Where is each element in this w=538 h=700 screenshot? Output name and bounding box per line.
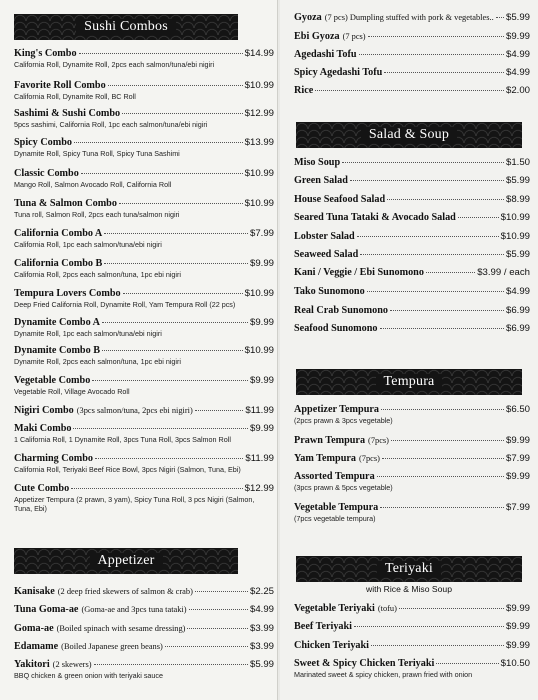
item-price: $10.99 — [244, 168, 274, 179]
item-name: Vegetable Tempura — [294, 502, 379, 513]
item-name: Kanisake — [14, 586, 55, 597]
item-description: California Roll, Dynamite Roll, 2pcs each salmon/tuna/ebi nigiri — [14, 60, 215, 69]
dot-leader — [123, 293, 243, 294]
item-price: $3.99 — [249, 623, 274, 634]
item-name: Yam Tempura — [294, 453, 356, 464]
item-price: $4.99 — [505, 286, 530, 297]
item-name: Green Salad — [294, 175, 348, 186]
item-price: $4.99 — [505, 49, 530, 60]
item-note: (2 deep fried skewers of salmon & crab) — [57, 587, 193, 596]
dot-leader — [382, 458, 504, 459]
dot-leader — [189, 609, 248, 610]
menu-item-row — [14, 641, 274, 653]
item-price: $9.99 — [505, 31, 530, 42]
item-name: Beef Teriyaki — [294, 621, 353, 632]
dot-leader — [359, 54, 504, 55]
menu-item — [14, 80, 274, 101]
dot-leader — [102, 350, 243, 351]
item-name: Nigiri Combo — [14, 405, 74, 416]
item-name: Spicy Combo — [14, 137, 73, 148]
menu-item — [294, 212, 530, 224]
item-name: King's Combo — [14, 48, 77, 59]
tempura-header: Tempura — [296, 369, 522, 395]
item-price: $14.99 — [244, 48, 274, 59]
item-name: California Combo A — [14, 228, 103, 239]
menu-item-row — [294, 267, 530, 279]
teriyaki-header: Teriyaki — [296, 556, 522, 582]
dot-leader — [71, 488, 242, 489]
item-price: $9.99 — [505, 640, 530, 651]
menu-item-row — [294, 12, 530, 24]
item-name: Yakitori — [14, 659, 50, 670]
menu-item — [14, 423, 274, 444]
dot-leader — [496, 17, 504, 18]
dot-leader — [74, 142, 243, 143]
menu-item-row — [294, 453, 530, 465]
item-price: $9.99 — [249, 317, 274, 328]
item-price: $7.99 — [249, 228, 274, 239]
item-price: $5.99 — [505, 12, 530, 23]
item-name: California Combo B — [14, 258, 103, 269]
item-name: Assorted Tempura — [294, 471, 375, 482]
item-note: (Goma-ae and 3pcs tuna tataki) — [81, 605, 187, 614]
item-description: (3pcs prawn & 5pcs vegetable) — [294, 483, 393, 492]
menu-item-row — [294, 231, 530, 243]
menu-item — [294, 603, 530, 615]
menu-item-row — [14, 375, 274, 387]
item-price: $6.99 — [505, 323, 530, 334]
menu-item — [14, 604, 274, 616]
item-name: Ebi Gyoza — [294, 31, 340, 42]
item-description: California Roll, 1pc each salmon/tuna/ebi nigiri — [14, 240, 162, 249]
item-price: $7.99 — [505, 502, 530, 513]
menu-item — [294, 67, 530, 79]
dot-leader — [104, 233, 248, 234]
menu-item — [294, 231, 530, 243]
item-name: Vegetable Teriyaki — [294, 603, 375, 614]
item-price: $7.99 — [505, 453, 530, 464]
dot-leader — [380, 507, 504, 508]
menu-item-row — [14, 317, 274, 329]
item-price: $9.99 — [505, 435, 530, 446]
item-name: Classic Combo — [14, 168, 79, 179]
item-note: (tofu) — [377, 604, 397, 613]
item-price: $5.99 — [505, 249, 530, 260]
item-name: Prawn Tempura — [294, 435, 366, 446]
menu-item — [294, 157, 530, 169]
item-name: Tuna Goma-ae — [14, 604, 79, 615]
dot-leader — [95, 458, 243, 459]
menu-item — [294, 305, 530, 317]
dot-leader — [92, 380, 248, 381]
item-description: Tuna roll, Salmon Roll, 2pcs each tuna/salmon nigiri — [14, 210, 180, 219]
dot-leader — [384, 72, 504, 73]
menu-item — [14, 623, 274, 635]
menu-item — [14, 168, 274, 189]
item-description: Appetizer Tempura (2 prawn, 3 yam), Spicy Tuna Roll, 3 pcs Nigiri (Salmon, Tuna, Ebi) — [14, 495, 255, 513]
menu-item-row — [294, 157, 530, 169]
item-name: Goma-ae — [14, 623, 54, 634]
item-name: Tako Sunomono — [294, 286, 365, 297]
menu-item-row — [294, 502, 530, 514]
item-description: (2pcs prawn & 3pcs vegetable) — [294, 416, 393, 425]
menu-item — [14, 288, 274, 309]
item-description: Dynamite Roll, 1pc each salmon/tuna/ebi nigiri — [14, 329, 162, 338]
menu-item — [14, 659, 274, 680]
item-price: $9.99 — [249, 375, 274, 386]
menu-item-row — [294, 640, 530, 652]
dot-leader — [94, 664, 248, 665]
dot-leader — [377, 476, 504, 477]
item-price: $9.99 — [249, 423, 274, 434]
dot-leader — [380, 328, 504, 329]
item-name: Kani / Veggie / Ebi Sunomono — [294, 267, 424, 278]
item-price: $10.99 — [244, 345, 274, 356]
menu-item — [14, 405, 274, 417]
dot-leader — [108, 85, 243, 86]
dot-leader — [315, 90, 504, 91]
menu-item-row — [14, 137, 274, 149]
menu-item — [14, 258, 274, 279]
item-name: Seared Tuna Tataki & Avocado Salad — [294, 212, 456, 223]
item-price: $9.99 — [505, 621, 530, 632]
menu-item-row — [294, 194, 530, 206]
item-price: $10.99 — [500, 212, 530, 223]
dot-leader — [104, 263, 248, 264]
item-note: (7pcs) — [358, 454, 380, 463]
item-price: $4.99 — [249, 604, 274, 615]
item-description: Dynamite Roll, 2pcs each salmon/tuna, 1pc ebi nigiri — [14, 357, 181, 366]
dot-leader — [354, 626, 504, 627]
dot-leader — [399, 608, 504, 609]
menu-item — [294, 621, 530, 633]
item-description: BBQ chicken & green onion with teriyaki sauce — [14, 671, 164, 680]
item-price: $9.99 — [505, 471, 530, 482]
menu-item — [294, 640, 530, 652]
menu-item — [294, 249, 530, 261]
menu-item — [294, 286, 530, 298]
item-name: Real Crab Sunomono — [294, 305, 388, 316]
dot-leader — [391, 440, 504, 441]
menu-item-row — [294, 603, 530, 615]
menu-item-row — [294, 249, 530, 261]
dot-leader — [387, 199, 504, 200]
item-description: Deep Fried California Roll, Dynamite Roll, Yam Tempura Roll (22 pcs) — [14, 300, 236, 309]
item-price: $3.99 / each — [477, 267, 530, 278]
item-name: Sweet & Spicy Chicken Teriyaki — [294, 658, 435, 669]
item-note: (7 pcs) — [342, 32, 366, 41]
dot-leader — [381, 409, 504, 410]
sushi-combos-header: Sushi Combos — [14, 14, 238, 40]
menu-item — [14, 453, 274, 474]
menu-item — [294, 435, 530, 447]
item-name: Agedashi Tofu — [294, 49, 357, 60]
dot-leader — [195, 410, 244, 411]
menu-item-row — [14, 80, 274, 92]
item-description: Mango Roll, Salmon Avocado Roll, California Roll — [14, 180, 172, 189]
menu-item — [294, 502, 530, 523]
menu-item-row — [294, 323, 530, 335]
item-name: Cute Combo — [14, 483, 70, 494]
item-price: $10.99 — [244, 198, 274, 209]
menu-item — [14, 375, 274, 396]
menu-item — [14, 228, 274, 249]
item-name: Charming Combo — [14, 453, 93, 464]
item-note: (3pcs salmon/tuna, 2pcs ebi nigiri) — [76, 406, 193, 415]
teriyaki-subtitle: with Rice & Miso Soup — [366, 584, 452, 594]
item-price: $11.99 — [245, 405, 274, 416]
menu-item-row — [14, 586, 274, 598]
item-name: Spicy Agedashi Tofu — [294, 67, 383, 78]
item-name: Gyoza — [294, 12, 322, 23]
menu-item — [14, 137, 274, 158]
menu-item-row — [294, 85, 530, 97]
menu-item — [294, 175, 530, 187]
dot-leader — [187, 628, 248, 629]
item-name: Sashimi & Sushi Combo — [14, 108, 121, 119]
menu-item-row — [294, 286, 530, 298]
item-name: Vegetable Combo — [14, 375, 91, 386]
item-price: $10.50 — [500, 658, 530, 669]
dot-leader — [357, 236, 499, 237]
menu-item — [294, 471, 530, 492]
item-price: $1.50 — [505, 157, 530, 168]
menu-item-row — [14, 604, 274, 616]
dot-leader — [119, 203, 243, 204]
item-price: $9.99 — [249, 258, 274, 269]
menu-item-row — [14, 453, 274, 465]
menu-item-row — [14, 659, 274, 671]
item-price: $12.99 — [244, 483, 274, 494]
dot-leader — [360, 254, 504, 255]
item-name: Seaweed Salad — [294, 249, 359, 260]
dot-leader — [342, 162, 504, 163]
right-column — [280, 0, 538, 700]
item-price: $2.25 — [249, 586, 274, 597]
item-name: Tuna & Salmon Combo — [14, 198, 117, 209]
menu-item-row — [294, 305, 530, 317]
menu-item-row — [294, 212, 530, 224]
menu-item-row — [294, 175, 530, 187]
menu-item-row — [14, 258, 274, 270]
appetizer-header: Appetizer — [14, 548, 238, 574]
menu-item — [14, 48, 274, 69]
menu-item — [14, 586, 274, 598]
dot-leader — [368, 36, 504, 37]
menu-item — [294, 194, 530, 206]
dot-leader — [165, 646, 248, 647]
menu-item-row — [294, 31, 530, 43]
menu-item — [14, 345, 274, 366]
item-price: $5.99 — [249, 659, 274, 670]
menu-item — [294, 453, 530, 465]
salad-soup-header: Salad & Soup — [296, 122, 522, 148]
item-price: $11.99 — [245, 453, 274, 464]
menu-item-row — [14, 288, 274, 300]
menu-item — [294, 49, 530, 61]
menu-item — [294, 404, 530, 425]
item-name: Rice — [294, 85, 314, 96]
item-note: (2 skewers) — [52, 660, 92, 669]
item-note: (Boiled Japanese green beans) — [61, 642, 163, 651]
item-description: California Roll, Teriyaki Beef Rice Bowl, 3pcs Nigiri (Salmon, Tuna, Ebi) — [14, 465, 241, 474]
item-price: $5.99 — [505, 175, 530, 186]
item-name: House Seafood Salad — [294, 194, 386, 205]
item-price: $2.00 — [505, 85, 530, 96]
item-name: Edamame — [14, 641, 59, 652]
dot-leader — [367, 291, 504, 292]
item-note: (7 pcs) Dumpling stuffed with pork & vegetables.. — [324, 13, 494, 22]
menu-item-row — [14, 483, 274, 495]
item-note: (Boiled spinach with sesame dressing) — [56, 624, 186, 633]
item-description: Marinated sweet & spicy chicken, prawn fried with onion — [294, 670, 473, 679]
item-price: $6.99 — [505, 305, 530, 316]
dot-leader — [122, 113, 243, 114]
dot-leader — [195, 591, 248, 592]
menu-item-row — [14, 48, 274, 60]
item-name: Seafood Sunomono — [294, 323, 378, 334]
menu-item-row — [294, 435, 530, 447]
dot-leader — [426, 272, 475, 273]
menu-item-row — [294, 621, 530, 633]
menu-item-row — [294, 471, 530, 483]
menu-item-row — [14, 345, 274, 357]
item-price: $12.99 — [244, 108, 274, 119]
dot-leader — [458, 217, 499, 218]
item-price: $10.99 — [244, 288, 274, 299]
menu-item — [14, 198, 274, 219]
item-name: Dynamite Combo A — [14, 317, 101, 328]
item-price: $4.99 — [505, 67, 530, 78]
menu-item — [294, 267, 530, 279]
menu-item — [14, 317, 274, 338]
item-note: (7pcs) — [368, 436, 389, 445]
menu-item-row — [294, 49, 530, 61]
dot-leader — [79, 53, 243, 54]
menu-item — [294, 31, 530, 43]
dot-leader — [371, 645, 504, 646]
item-name: Favorite Roll Combo — [14, 80, 106, 91]
item-description: Vegetable Roll, Village Avocado Roll — [14, 387, 130, 396]
dot-leader — [390, 310, 504, 311]
menu-item-row — [14, 198, 274, 210]
item-name: Dynamite Combo B — [14, 345, 101, 356]
menu-item — [294, 658, 530, 679]
item-name: Appetizer Tempura — [294, 404, 379, 415]
item-price: $10.99 — [244, 80, 274, 91]
dot-leader — [436, 663, 498, 664]
item-price: $10.99 — [500, 231, 530, 242]
item-name: Chicken Teriyaki — [294, 640, 370, 651]
menu-item-row — [294, 658, 530, 670]
item-price: $9.99 — [505, 603, 530, 614]
item-description: California Roll, Dynamite Roll, BC Roll — [14, 92, 136, 101]
dot-leader — [350, 180, 504, 181]
dot-leader — [102, 322, 248, 323]
item-name: Maki Combo — [14, 423, 72, 434]
item-price: $6.50 — [505, 404, 530, 415]
dot-leader — [81, 173, 243, 174]
menu-item-row — [14, 623, 274, 635]
menu-item-row — [294, 404, 530, 416]
menu-item-row — [14, 108, 274, 120]
menu-item-row — [14, 168, 274, 180]
menu-item — [14, 483, 274, 513]
item-description: 1 California Roll, 1 Dynamite Roll, 3pcs Tuna Roll, 3pcs Salmon Roll — [14, 435, 231, 444]
item-description: Dynamite Roll, Spicy Tuna Roll, Spicy Tuna Sashimi — [14, 149, 180, 158]
item-price: $13.99 — [244, 137, 274, 148]
menu-item-row — [14, 423, 274, 435]
menu-item — [294, 85, 530, 97]
menu-item-row — [14, 405, 274, 417]
menu-item — [14, 108, 274, 129]
item-description: California Roll, 2pcs each salmon/tuna, 1pc ebi nigiri — [14, 270, 181, 279]
menu-item-row — [14, 228, 274, 240]
menu-item — [14, 641, 274, 653]
menu-item — [294, 12, 530, 24]
menu-item — [294, 323, 530, 335]
dot-leader — [73, 428, 248, 429]
item-price: $8.99 — [505, 194, 530, 205]
item-description: 5pcs sashimi, California Roll, 1pc each salmon/tuna/ebi nigiri — [14, 120, 208, 129]
item-name: Lobster Salad — [294, 231, 355, 242]
item-description: (7pcs vegetable tempura) — [294, 514, 376, 523]
item-name: Tempura Lovers Combo — [14, 288, 121, 299]
item-name: Miso Soup — [294, 157, 341, 168]
item-price: $3.99 — [249, 641, 274, 652]
menu-item-row — [294, 67, 530, 79]
